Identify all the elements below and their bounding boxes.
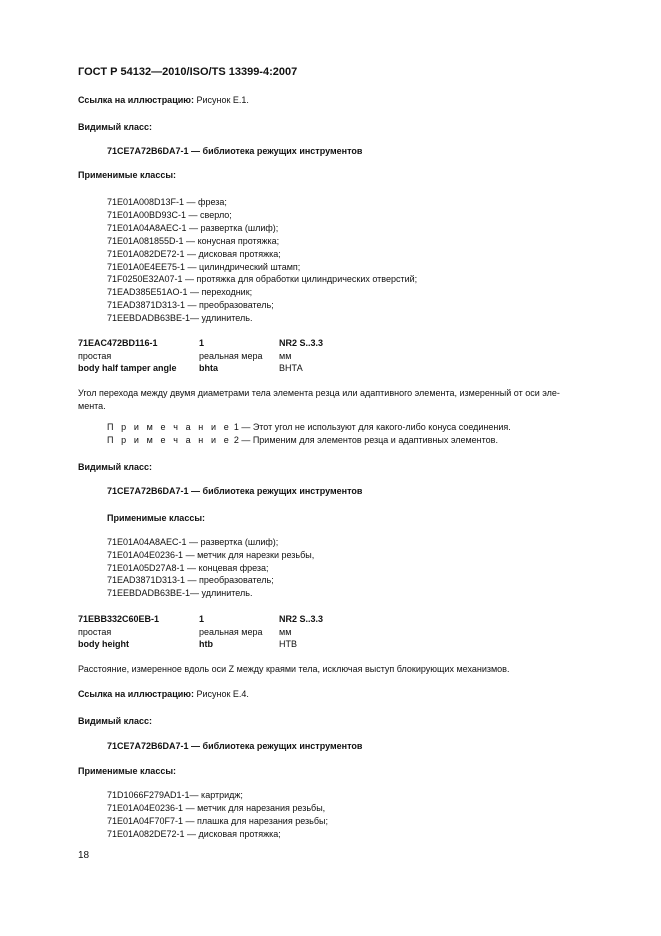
property-measure: реальная мера: [199, 351, 263, 361]
property-description: Расстояние, измеренное вдоль оси Z между краями тела, исключая выступ блокирующих механизмов.: [78, 664, 510, 674]
list-item: 71EEBDADB63BE-1— удлинитель.: [107, 313, 253, 323]
list-item: 71EEBDADB63BE-1— удлинитель.: [107, 588, 253, 598]
property-id: 71EBB332C60EB-1: [78, 614, 160, 624]
property-count: 1: [199, 338, 205, 348]
note-2: [107, 434, 498, 446]
list-item: 71E01A04E0236-1 — метчик для нарезки резьбы,: [107, 550, 315, 560]
property-symbol-ru: ВНТА: [279, 363, 303, 373]
note-label: П р и м е ч а н и е: [107, 422, 232, 432]
property-name: body height: [78, 639, 129, 649]
list-item: 71E01A04F70F7-1 — плашка для нарезания резьбы;: [107, 816, 328, 826]
applicable-classes-label: Применимые классы:: [107, 513, 206, 523]
property-count: 1: [199, 614, 205, 624]
visible-class-label: Видимый класс:: [78, 462, 152, 472]
note-label: П р и м е ч а н и е: [107, 435, 232, 445]
list-item: 71E01A082DE72-1 — дисковая протяжка;: [107, 829, 281, 839]
property-code: NR2 S..3.3: [279, 338, 324, 348]
applicable-classes-label: Применимые классы:: [78, 170, 177, 180]
property-unit: мм: [279, 351, 292, 361]
list-item: 71E01A05D27A8-1 — концевая фреза;: [107, 563, 269, 573]
list-item: 71F0250E32A07-1 — протяжка для обработки цилиндрических отверстий;: [107, 274, 418, 284]
illustration-reference-value: Рисунок E.1.: [193, 95, 249, 105]
list-item: 71E01A04E0236-1 — метчик для нарезания резьбы,: [107, 803, 326, 813]
visible-class-label: Видимый класс:: [78, 716, 152, 726]
visible-class-value: 71CE7A72B6DA7-1 — библиотека режущих инструментов: [107, 741, 363, 751]
property-measure: реальная мера: [199, 627, 263, 637]
property-symbol-ru: НТВ: [279, 639, 297, 649]
property-description: Угол перехода между двумя диаметрами тела элемента резца или адаптивного элемента, измеренный от оси эле-мента.: [78, 388, 560, 411]
property-type: простая: [78, 627, 112, 637]
property-symbol: htb: [199, 639, 213, 649]
illustration-reference: [78, 94, 249, 106]
list-item: 71EAD3871D313-1 — преобразователь;: [107, 575, 274, 585]
property-id: 71EAC472BD116-1: [78, 338, 158, 348]
list-item: 71E01A008D13F-1 — фреза;: [107, 197, 227, 207]
illustration-reference-value: Рисунок Е.4.: [193, 689, 249, 699]
list-item: 71EAD385E51AO-1 — переходник;: [107, 287, 253, 297]
property-unit: мм: [279, 627, 292, 637]
list-item: 71EAD3871D313-1 — преобразователь;: [107, 300, 274, 310]
visible-class-value: 71CE7A72B6DA7-1 — библиотека режущих инструментов: [107, 146, 363, 156]
document-header: ГОСТ Р 54132—2010/ISO/TS 13399-4:2007: [78, 66, 298, 78]
applicable-classes-label: Применимые классы:: [78, 766, 177, 776]
page-number: 18: [78, 850, 90, 861]
property-code: NR2 S..3.3: [279, 614, 324, 624]
illustration-reference: [78, 688, 249, 700]
note-1: [107, 421, 511, 433]
list-item: 71E01A04A8AEC-1 — развертка (шлиф);: [107, 223, 279, 233]
list-item: 71E01A082DE72-1 — дисковая протяжка;: [107, 249, 281, 259]
property-type: простая: [78, 351, 112, 361]
list-item: 71E01A081855D-1 — конусная протяжка;: [107, 236, 280, 246]
property-name: body half tamper angle: [78, 363, 177, 373]
note-text: 1 — Этот угол не используют для какого-либо конуса соединения.: [233, 422, 511, 432]
property-symbol: bhta: [199, 363, 218, 373]
list-item: 71E01A04A8AEC-1 — развертка (шлиф);: [107, 537, 279, 547]
visible-class-value: 71CE7A72B6DA7-1 — библиотека режущих инструментов: [107, 486, 363, 496]
list-item: 71E01A00BD93C-1 — сверло;: [107, 210, 232, 220]
list-item: 71E01A0E4EE75-1 — цилиндрический штамп;: [107, 262, 301, 272]
note-text: 2 — Применим для элементов резца и адаптивных элементов.: [233, 435, 498, 445]
illustration-reference-label: Ссылка на иллюстрацию:: [78, 689, 194, 699]
list-item: 71D1066F279AD1-1— картридж;: [107, 790, 243, 800]
illustration-reference-label: Ссылка на иллюстрацию:: [78, 95, 194, 105]
visible-class-label: Видимый класс:: [78, 122, 152, 132]
